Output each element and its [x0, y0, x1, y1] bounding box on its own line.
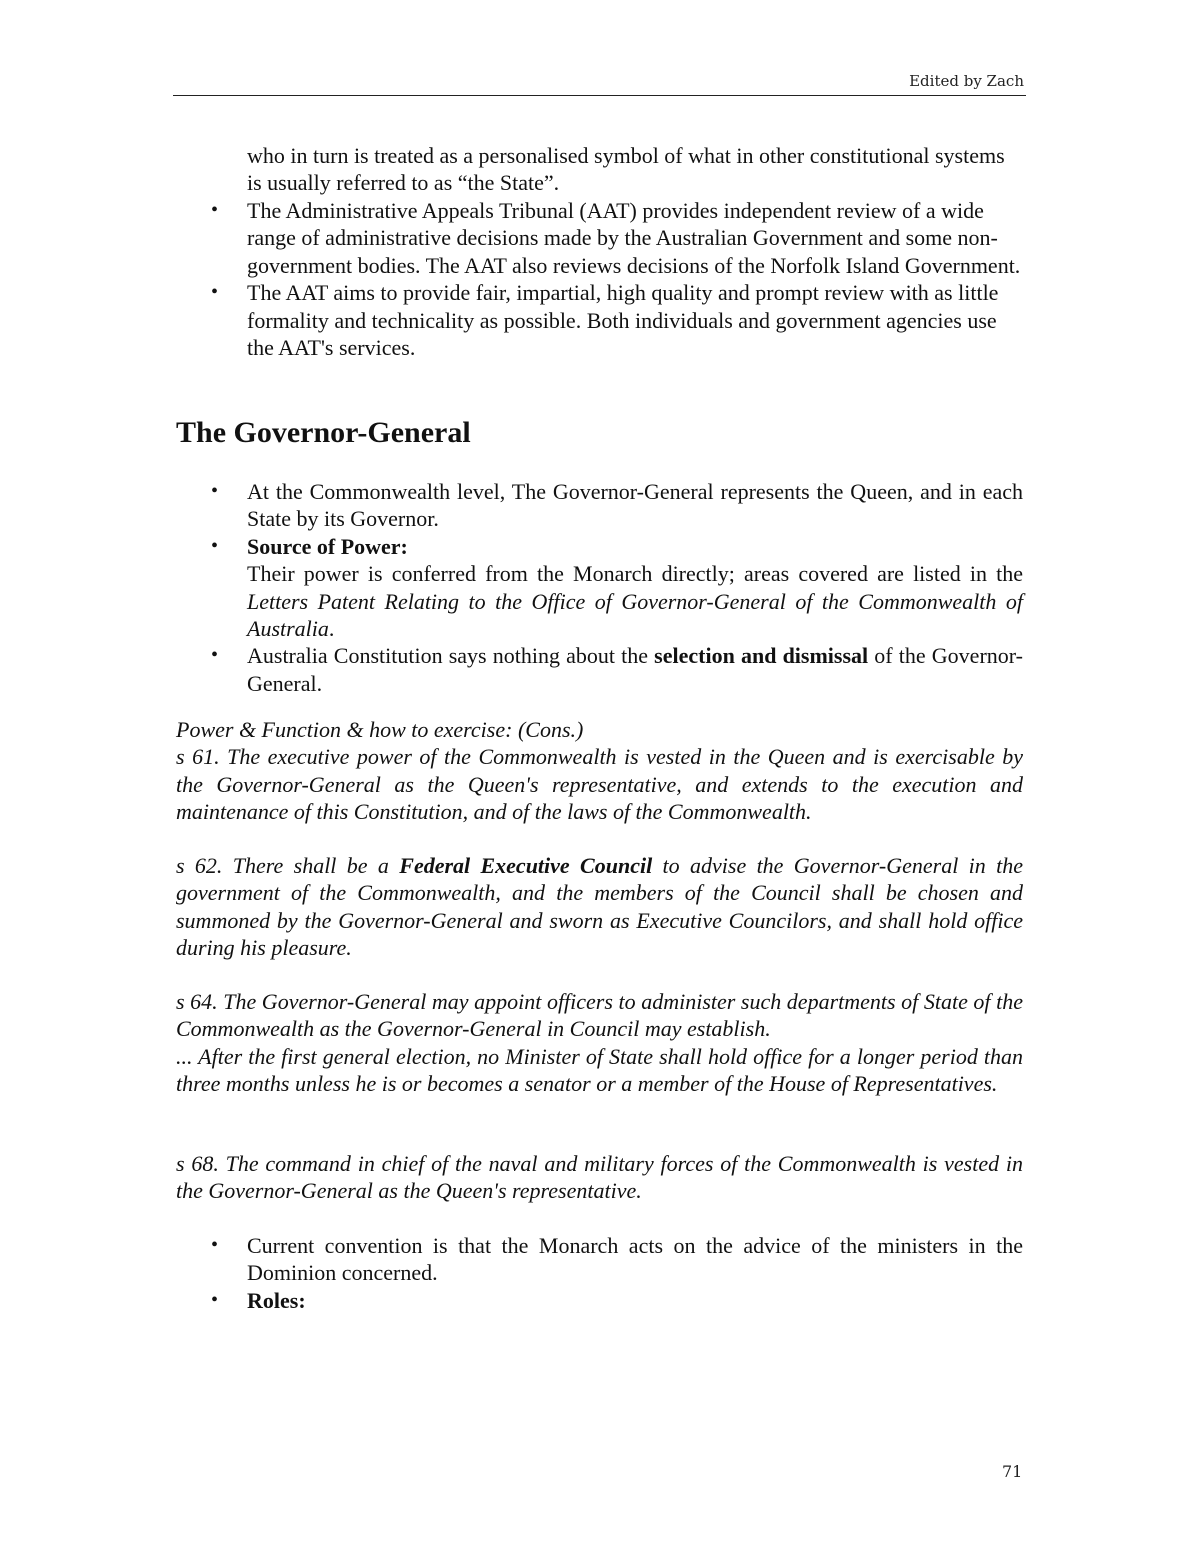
section-64-continuation: ... After the first general election, no Minister of State shall hold office for a longer period than three months unless he is or becomes a senator or a member of the House of Representatives.	[176, 1043, 1023, 1097]
section-64-paragraph	[176, 988, 1023, 1098]
section-62-after: to advise the Governor-General in the government of the Commonwealth, and the members of the Council shall be chosen and summoned by the Governor-General and sworn as Executive Councilors, and shall hold office during his pleasure.	[176, 853, 1024, 961]
governor-bullet-list	[0, 478, 1023, 697]
constitution-text-before: Australia Constitution says nothing about the	[247, 643, 655, 669]
section-68-paragraph: s 68. The command in chief of the naval and military forces of the Commonwealth is vested in the Governor-General as the Queen's representative.	[176, 1151, 1023, 1204]
bullet-icon: •	[211, 480, 219, 502]
cons-block-1	[176, 716, 1023, 826]
cons-heading: Power & Function & how to exercise: (Cons.)	[176, 717, 584, 742]
list-item-text: Current convention is that the Monarch acts on the advice of the ministers in the Dominion concerned.	[247, 1233, 1023, 1286]
source-of-power-text: Their power is conferred from the Monarch directly; areas covered are listed in the	[247, 561, 1023, 587]
section-64-text: s 64. The Governor-General may appoint officers to administer such departments of State of the Commonwealth as the Governor-General in Council may establish.	[176, 989, 1023, 1042]
list-item-text: At the Commonwealth level, The Governor-General represents the Queen, and in each State by its Governor.	[247, 479, 1023, 532]
bullet-icon: •	[211, 1288, 219, 1311]
intro-bullet-list	[0, 197, 1023, 361]
page-header	[173, 70, 1026, 96]
list-item	[0, 197, 1023, 279]
section-62-before: s 62. There shall be a	[176, 853, 400, 878]
federal-executive-council-bold: Federal Executive Council	[399, 853, 653, 878]
intro-continuation: who in turn is treated as a personalised symbol of what in other constitutional systems is usually referred to as “the State”.	[247, 143, 1005, 196]
section-61-text: s 61. The executive power of the Commonwealth is vested in the Queen and is exercisable by the Governor-General as the Queen's representative, and extends to the execution and maintenance of this Constitution, and of the laws of the Commonwealth.	[176, 744, 1023, 825]
list-item	[0, 642, 1023, 697]
constitution-text-after: of the Governor-General.	[247, 643, 1023, 696]
list-item	[0, 1287, 1023, 1314]
list-item-text: The AAT aims to provide fair, impartial, high quality and prompt review with as little formality and technicality as possible. Both individuals and government agencies use the AAT's services.	[247, 280, 999, 361]
bullet-icon: •	[211, 644, 219, 667]
list-item	[0, 1232, 1023, 1287]
list-item	[0, 478, 1023, 533]
list-item	[0, 279, 1023, 361]
list-item-text: The Administrative Appeals Tribunal (AAT) provides independent review of a wide range of administrative decisions made by the Australian Government and some non-government bodies. The AAT also reviews decisions of the Norfolk Island Government.	[247, 198, 1021, 278]
source-of-power-end: .	[328, 616, 335, 642]
section-title: The Governor-General	[176, 416, 471, 449]
selection-dismissal-bold: selection and dismissal	[654, 643, 869, 669]
roles-heading: Roles:	[247, 1287, 306, 1313]
list-item	[0, 533, 1023, 643]
bullet-icon: •	[211, 1234, 219, 1256]
source-of-power-heading: Source of Power:	[247, 533, 408, 559]
header-text: Edited by Zach	[909, 72, 1024, 90]
page-number: 71	[1002, 1462, 1023, 1481]
section-62-paragraph	[176, 852, 1023, 962]
bullet-icon: •	[211, 534, 219, 557]
bullet-icon: •	[211, 281, 219, 304]
letters-patent-title: Letters Patent Relating to the Office of Governor-General of the Commonwealth of Australia	[247, 588, 1023, 642]
bullet-icon: •	[211, 199, 219, 221]
final-bullet-list	[0, 1232, 1023, 1314]
